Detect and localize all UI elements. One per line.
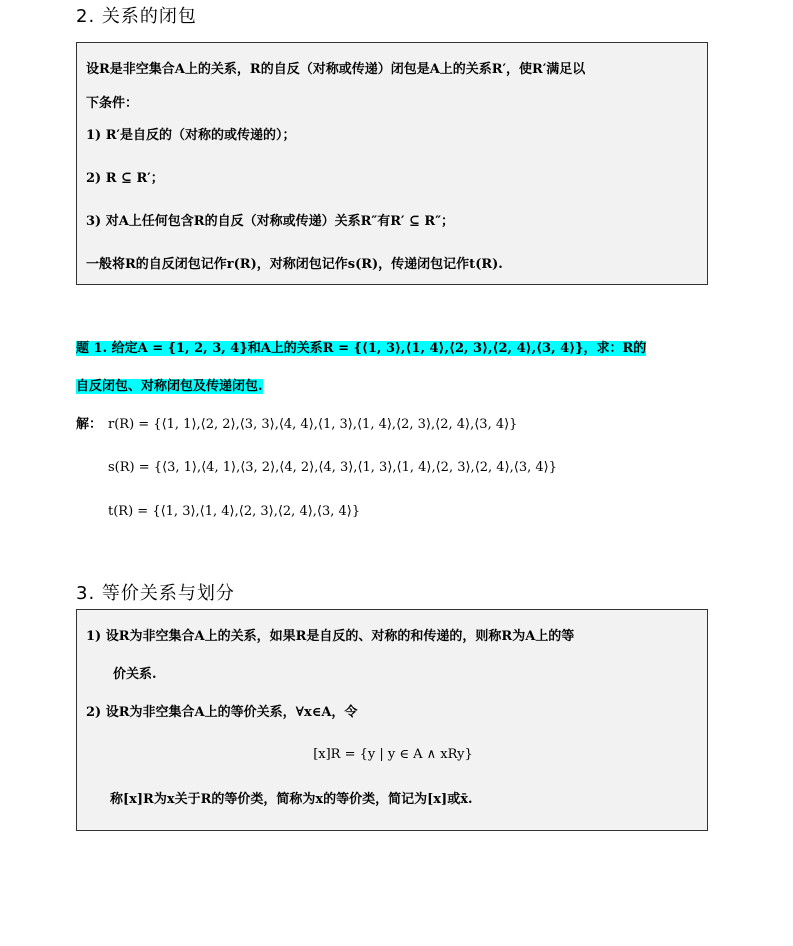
- solution-label: 解：: [76, 417, 103, 432]
- section-3-heading: 3. 等价关系与划分: [76, 583, 235, 604]
- equivalence-class-formula: [x]R = {y | y ∈ A ∧ xRy}: [313, 747, 473, 762]
- closure-definition-box: [76, 42, 708, 285]
- closure-condition-2: 2) R ⊆ R′；: [86, 171, 164, 186]
- transitive-closure-result: t(R) = {⟨1, 3⟩,⟨1, 4⟩,⟨2, 3⟩,⟨2, 4⟩,⟨3, 4⟩}: [108, 504, 361, 519]
- equivalence-def-1-cont: 价关系.: [113, 667, 157, 682]
- equivalence-definition-box: [76, 609, 708, 831]
- equivalence-def-1: 1) 设R为非空集合A上的关系，如果R是自反的、对称的和传递的，则称R为A上的等: [86, 629, 575, 644]
- equivalence-def-2: 2) 设R为非空集合A上的等价关系，∀x∈A，令: [86, 705, 358, 720]
- closure-def-line-1: 设R是非空集合A上的关系，R的自反（对称或传递）闭包是A上的关系R′，使R′满足以: [86, 62, 586, 77]
- symmetric-closure-result: s(R) = {⟨3, 1⟩,⟨4, 1⟩,⟨3, 2⟩,⟨4, 2⟩,⟨4, 3⟩,⟨1, 3⟩,⟨1, 4⟩,⟨2, 3⟩,⟨2, 4⟩,⟨3, 4⟩}: [108, 460, 557, 475]
- closure-notation: 一般将R的自反闭包记作r(R)，对称闭包记作s(R)，传递闭包记作t(R).: [86, 257, 503, 272]
- problem-1-line-2-text: 自反闭包、对称闭包及传递闭包.: [76, 379, 263, 394]
- closure-condition-1: 1) R′是自反的（对称的或传递的）；: [86, 128, 296, 143]
- equivalence-class-notation: 称[x]R为x关于R的等价类，简称为x的等价类，简记为[x]或x̄.: [110, 792, 473, 807]
- problem-1-line-1: [76, 340, 646, 358]
- problem-1-line-1-text: 题 1. 给定A = {1, 2, 3, 4}和A上的关系R = {⟨1, 3⟩,⟨1, 4⟩,⟨2, 3⟩,⟨2, 4⟩,⟨3, 4⟩}，求：R的: [76, 341, 647, 356]
- problem-1-line-2: [76, 378, 263, 396]
- closure-condition-3: 3) 对A上任何包含R的自反（对称或传递）关系R″有R′ ⊆ R″；: [86, 214, 455, 229]
- section-2-heading: 2. 关系的闭包: [76, 6, 197, 27]
- reflexive-closure-result: r(R) = {⟨1, 1⟩,⟨2, 2⟩,⟨3, 3⟩,⟨4, 4⟩,⟨1, 3⟩,⟨1, 4⟩,⟨2, 3⟩,⟨2, 4⟩,⟨3, 4⟩}: [108, 417, 518, 432]
- closure-def-line-2: 下条件：: [86, 96, 139, 111]
